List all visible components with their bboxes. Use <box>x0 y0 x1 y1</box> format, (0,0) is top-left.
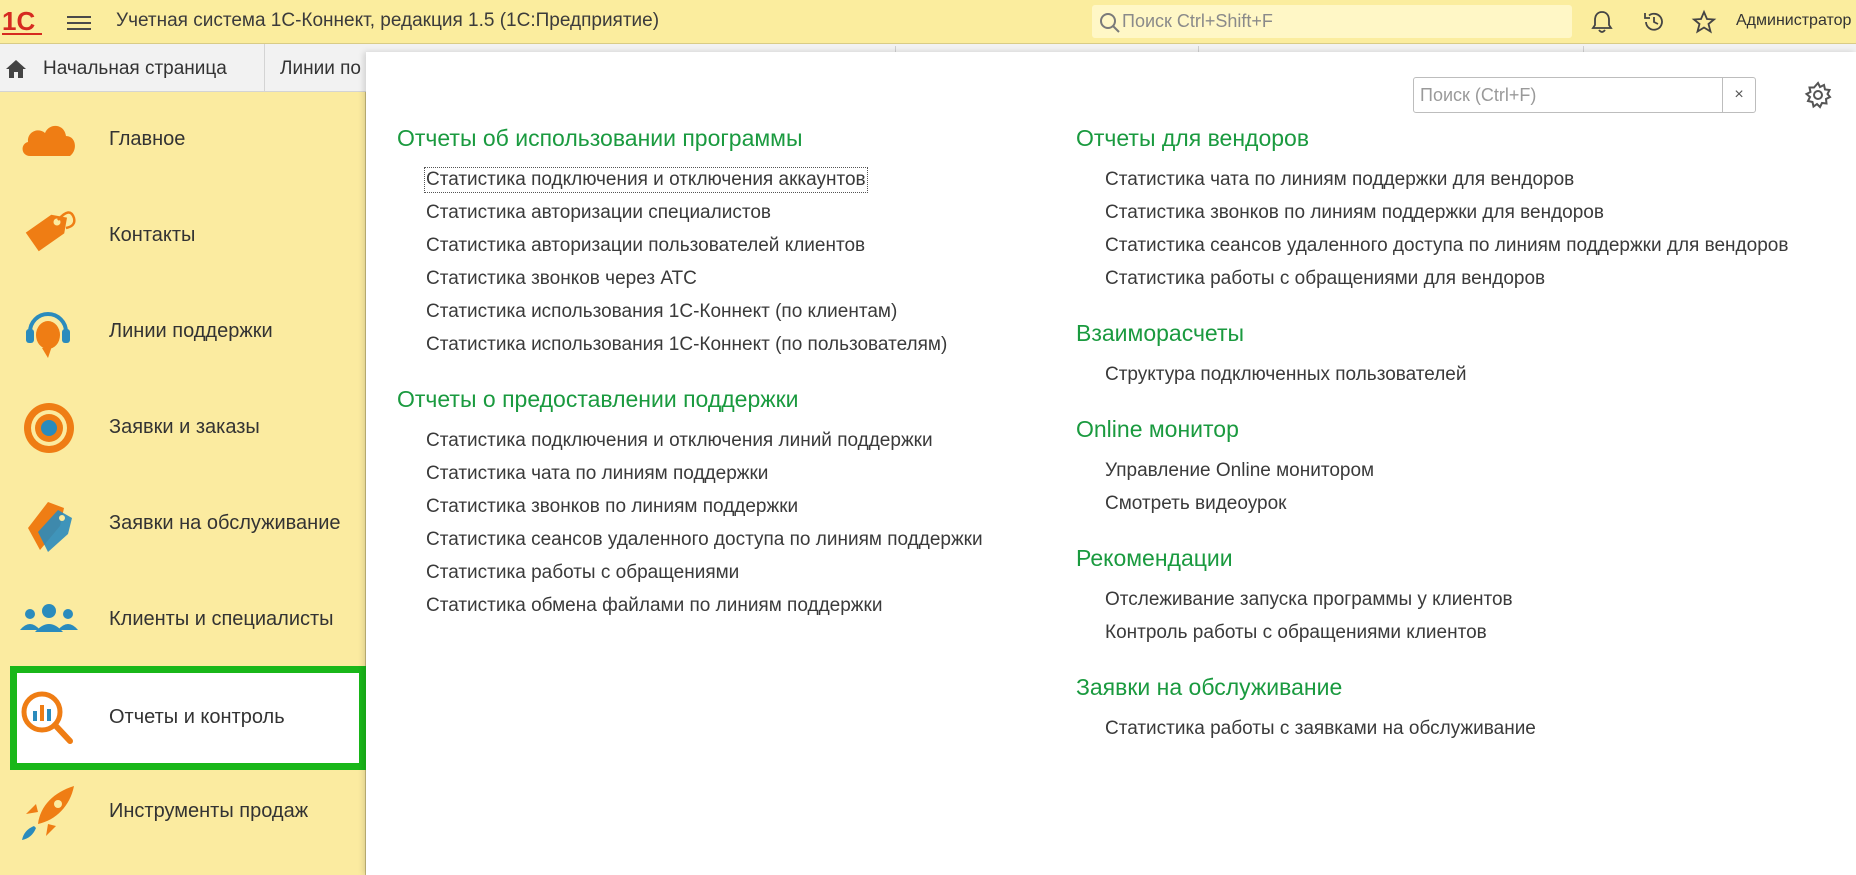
report-link[interactable]: Статистика чата по линиям поддержки <box>426 463 769 484</box>
report-link[interactable]: Статистика работы с заявками на обслуживание <box>1105 718 1536 739</box>
home-icon <box>4 58 28 80</box>
report-link[interactable]: Статистика сеансов удаленного доступа по линиям поддержки <box>426 529 983 550</box>
tab-home-label: Начальная страница <box>43 58 227 79</box>
section-label: Линии поддержки <box>109 320 273 342</box>
bell-icon[interactable] <box>1589 9 1615 35</box>
section-support-lines[interactable] <box>0 284 366 380</box>
panel-search-input[interactable] <box>1420 78 1700 112</box>
report-link[interactable]: Статистика подключения и отключения линий поддержки <box>426 430 933 451</box>
report-link[interactable]: Статистика работы с обращениями <box>426 562 740 583</box>
tag-icon <box>18 206 80 266</box>
section-clients-specialists[interactable] <box>0 572 366 668</box>
section-label: Главное <box>109 128 186 150</box>
report-link[interactable]: Статистика чата по линиям поддержки для вендоров <box>1105 169 1575 190</box>
section-main[interactable] <box>0 92 366 188</box>
report-link[interactable]: Структура подключенных пользователей <box>1105 364 1467 385</box>
group-title-service-requests: Заявки на обслуживание <box>1076 674 1343 700</box>
people-icon <box>18 590 80 650</box>
report-link[interactable]: Статистика звонков через АТС <box>426 268 697 289</box>
report-link[interactable]: Статистика авторизации пользователей клиентов <box>426 235 866 256</box>
report-link[interactable]: Статистика сеансов удаленного доступа по линиям поддержки для вендоров <box>1105 235 1789 256</box>
tab-support-lines[interactable] <box>266 44 376 91</box>
section-requests-orders[interactable] <box>0 380 366 476</box>
gear-icon[interactable] <box>1804 81 1832 109</box>
report-link[interactable]: Контроль работы с обращениями клиентов <box>1105 622 1487 643</box>
sections-panel <box>0 92 366 875</box>
section-label: Инструменты продаж <box>109 800 309 822</box>
section-reports-control[interactable] <box>10 666 366 770</box>
report-link[interactable]: Статистика работы с обращениями для вендоров <box>1105 268 1546 289</box>
logo-text: 1С <box>2 6 36 36</box>
history-icon[interactable] <box>1641 9 1667 35</box>
tags-icon <box>18 494 80 554</box>
user-name[interactable]: Администратор <box>1736 12 1852 29</box>
headset-icon <box>18 302 80 362</box>
report-link[interactable]: Статистика подключения и отключения аккаунтов <box>426 169 866 190</box>
report-link[interactable]: Смотреть видеоурок <box>1105 493 1287 514</box>
report-magnifier-icon <box>18 688 80 748</box>
target-icon <box>18 398 80 458</box>
section-label: Отчеты и контроль <box>109 706 285 728</box>
section-service-requests[interactable] <box>0 476 366 572</box>
tab-home[interactable] <box>0 44 265 91</box>
report-link[interactable]: Управление Online монитором <box>1105 460 1375 481</box>
reports-panel <box>366 52 1856 875</box>
cloud-icon <box>18 110 80 170</box>
section-sales-tools[interactable] <box>0 764 366 860</box>
group-title-recommendations: Рекомендации <box>1076 545 1233 571</box>
section-label: Контакты <box>109 224 196 246</box>
top-bar <box>0 0 1856 44</box>
panel-search[interactable] <box>1413 77 1756 113</box>
report-link[interactable]: Статистика использования 1С-Коннект (по пользователям) <box>426 334 948 355</box>
report-link[interactable]: Статистика звонков по линиям поддержки <box>426 496 799 517</box>
global-search-input[interactable] <box>1122 5 1562 38</box>
group-title-vendor-reports: Отчеты для вендоров <box>1076 125 1310 151</box>
star-icon[interactable] <box>1691 9 1717 35</box>
section-contacts[interactable] <box>0 188 366 284</box>
group-title-settlements: Взаиморасчеты <box>1076 320 1245 346</box>
report-link[interactable]: Статистика звонков по линиям поддержки для вендоров <box>1105 202 1604 223</box>
group-title-online-monitor: Online монитор <box>1076 416 1239 442</box>
1c-logo[interactable] <box>2 6 46 36</box>
section-label: Заявки и заказы <box>109 416 260 438</box>
report-link[interactable]: Статистика авторизации специалистов <box>426 202 771 223</box>
report-link[interactable]: Статистика обмена файлами по линиям поддержки <box>426 595 883 616</box>
clear-search-button[interactable]: × <box>1722 78 1755 112</box>
group-title-support-reports: Отчеты о предоставлении поддержки <box>397 386 799 412</box>
report-link[interactable]: Статистика использования 1С-Коннект (по клиентам) <box>426 301 898 322</box>
main-menu-button[interactable] <box>67 12 91 32</box>
rocket-icon <box>18 782 80 842</box>
global-search[interactable] <box>1092 5 1572 38</box>
app-title: Учетная система 1С-Коннект, редакция 1.5 (1С:Предприятие) <box>116 10 660 31</box>
group-title-usage-reports: Отчеты об использовании программы <box>397 125 803 151</box>
report-link[interactable]: Отслеживание запуска программы у клиентов <box>1105 589 1513 610</box>
section-label: Клиенты и специалисты <box>109 608 334 630</box>
section-label: Заявки на обслуживание <box>109 512 341 534</box>
tab-support-lines-label: Линии по <box>280 58 361 79</box>
search-icon <box>1099 12 1121 34</box>
